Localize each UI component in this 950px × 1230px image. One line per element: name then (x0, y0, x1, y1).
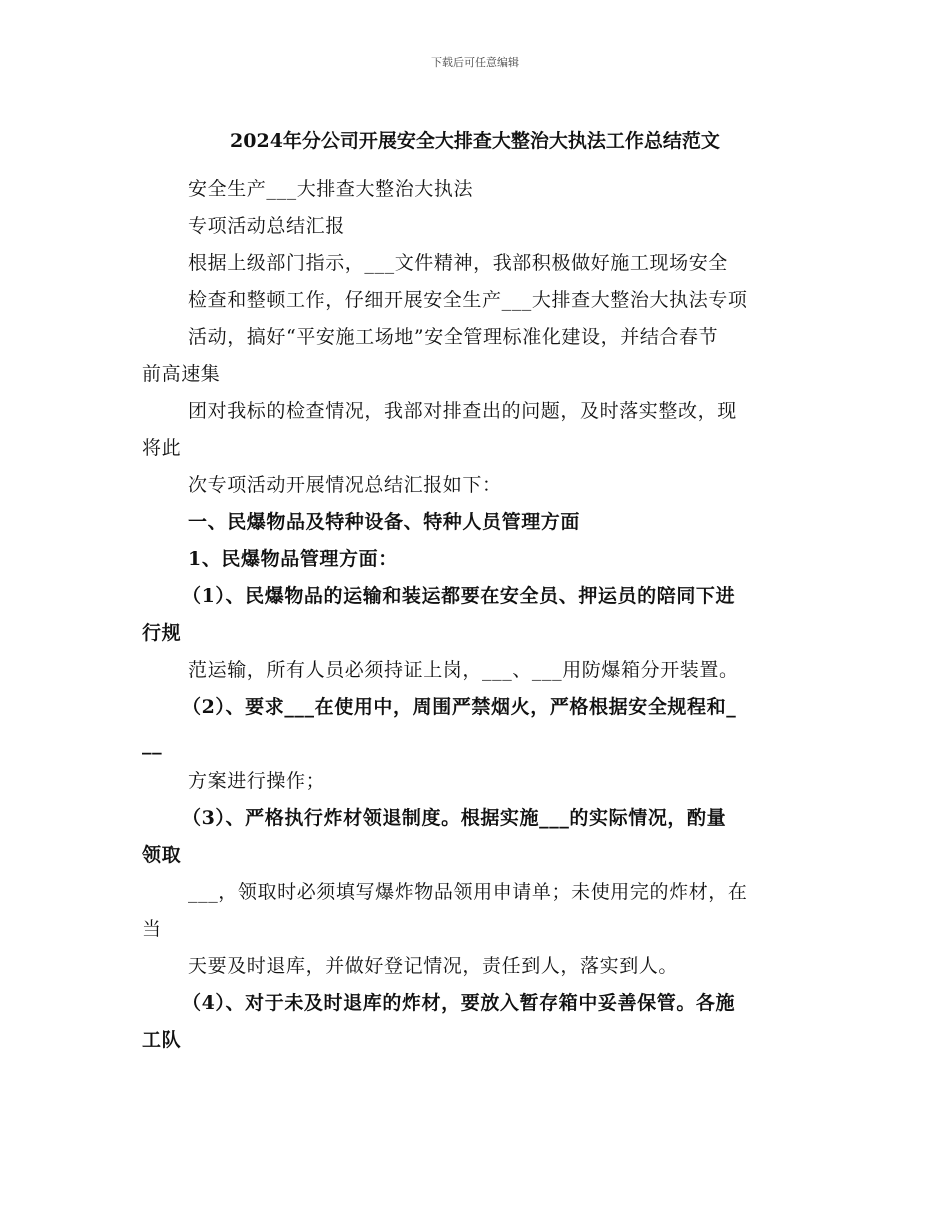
body-line: 将此 (142, 437, 182, 459)
body-line: 检查和整顿工作，仔细开展安全生产___大排查大整治大执法专项 (188, 289, 748, 311)
body-line: 天要及时退库，并做好登记情况，责任到人，落实到人。 (188, 955, 679, 977)
body-line: 根据上级部门指示，___文件精神，我部积极做好施工现场安全 (188, 252, 728, 274)
body-line-bold: （1）、民爆物品的运输和装运都要在安全员、押运员的陪同下进 (182, 585, 736, 607)
subsection-heading: 1、民爆物品管理方面： (188, 548, 398, 570)
body-line: 前高速集 (142, 363, 221, 385)
body-line-bold: __ (142, 733, 163, 755)
body-line: ___，领取时必须填写爆炸物品领用申请单；未使用完的炸材，在 (188, 881, 748, 903)
body-line: 当 (142, 918, 162, 940)
body-line-bold: 工队 (142, 1029, 182, 1051)
body-line: 次专项活动开展情况总结汇报如下： (188, 474, 502, 496)
body-line-bold: （3）、严格执行炸材领退制度。根据实施___的实际情况，酌量 (182, 807, 727, 829)
body-line: 范运输，所有人员必须持证上岗，___、___用防爆箱分开装置。 (188, 659, 739, 681)
document-title: 2024年分公司开展安全大排查大整治大执法工作总结范文 (230, 130, 720, 152)
body-line-bold: （2）、要求___在使用中，周围严禁烟火，严格根据安全规程和_ (182, 696, 737, 718)
section-heading: 一、民爆物品及特种设备、特种人员管理方面 (188, 511, 581, 533)
body-line-bold: 领取 (142, 844, 182, 866)
body-line: 安全生产___大排查大整治大执法 (188, 178, 474, 200)
body-line: 方案进行操作； (188, 770, 326, 792)
body-line: 专项活动总结汇报 (188, 215, 345, 237)
body-line-bold: 行规 (142, 622, 182, 644)
body-line: 团对我标的检查情况，我部对排查出的问题，及时落实整改，现 (188, 400, 737, 422)
document-body (142, 171, 812, 1059)
page-header-note: 下载后可任意编辑 (431, 56, 519, 69)
body-line-bold: （4）、对于未及时退库的炸材，要放入暂存箱中妥善保管。各施 (182, 992, 736, 1014)
body-line: 活动，搞好“平安施工场地”安全管理标准化建设，并结合春节 (188, 326, 719, 348)
